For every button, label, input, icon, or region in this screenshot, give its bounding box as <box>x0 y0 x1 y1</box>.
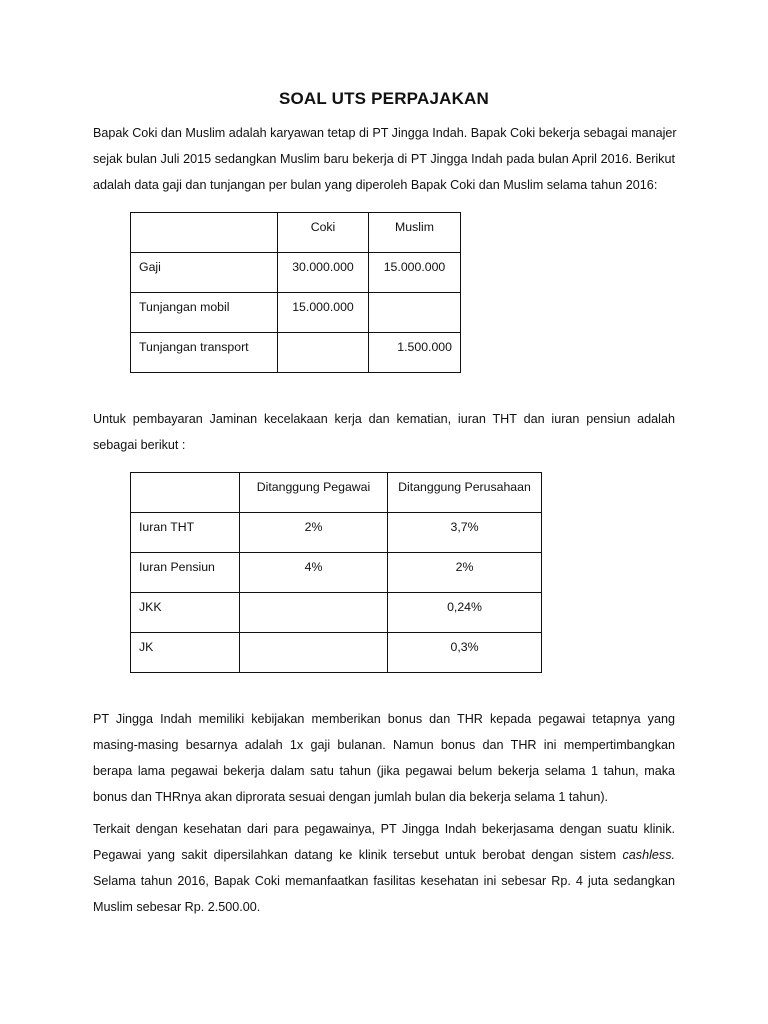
paragraph-line: PT Jingga Indah memiliki kebijakan memberikan bonus dan THR kepada pegawai tetapnya yang <box>93 712 675 726</box>
table-cell: 1.500.000 <box>369 333 461 373</box>
intro-line: adalah data gaji dan tunjangan per bulan yang diperoleh Bapak Coki dan Muslim selama tahun 2016: <box>93 178 658 192</box>
paragraph-line: bonus dan THRnya akan diprorata sesuai dengan jumlah bulan dia bekerja selama 1 tahun). <box>93 790 609 804</box>
salary-table <box>130 212 461 373</box>
row-label: Iuran Pensiun <box>131 553 240 593</box>
intro-line: sejak bulan Juli 2015 sedangkan Muslim baru bekerja di PT Jingga Indah pada bulan April 2016. Berikut <box>93 152 675 166</box>
table-cell <box>131 213 278 253</box>
table-cell: 30.000.000 <box>278 253 369 293</box>
table-row <box>131 593 542 633</box>
row-label: JK <box>131 633 240 673</box>
intro-paragraph <box>93 120 675 198</box>
table-cell <box>278 333 369 373</box>
row-label: Tunjangan mobil <box>131 293 278 333</box>
table-row <box>131 293 461 333</box>
table-cell: 0,3% <box>388 633 542 673</box>
row-label: Iuran THT <box>131 513 240 553</box>
row-label: Tunjangan transport <box>131 333 278 373</box>
table-row <box>131 513 542 553</box>
table-cell: 2% <box>240 513 388 553</box>
column-header-muslim: Muslim <box>369 213 461 253</box>
contribution-intro-paragraph <box>93 406 675 458</box>
italic-term: cashless. <box>622 848 675 862</box>
table-cell: 3,7% <box>388 513 542 553</box>
table-header-row <box>131 213 461 253</box>
table-cell <box>240 633 388 673</box>
table-row <box>131 253 461 293</box>
paragraph-line: berapa lama pegawai bekerja dalam satu tahun (jika pegawai belum bekerja selama 1 tahun, maka <box>93 764 675 778</box>
paragraph-line: Selama tahun 2016, Bapak Coki memanfaatkan fasilitas kesehatan ini sebesar Rp. 4 juta sedangkan <box>93 874 675 888</box>
intro-line: Bapak Coki dan Muslim adalah karyawan tetap di PT Jingga Indah. Bapak Coki bekerja sebagai manajer <box>93 126 677 140</box>
paragraph-line: masing-masing besarnya adalah 1x gaji bulanan. Namun bonus dan THR ini mempertimbangkan <box>93 738 675 752</box>
contribution-table <box>130 472 542 673</box>
paragraph-line: Terkait dengan kesehatan dari para pegawainya, PT Jingga Indah bekerjasama dengan suatu klinik. <box>93 822 675 836</box>
table-row <box>131 553 542 593</box>
row-label: JKK <box>131 593 240 633</box>
paragraph-line: Muslim sebesar Rp. 2.500.00. <box>93 900 261 914</box>
table-row <box>131 333 461 373</box>
paragraph-text: Pegawai yang sakit dipersilahkan datang ke klinik tersebut untuk berobat dengan sistem <box>93 848 623 862</box>
paragraph-line: Untuk pembayaran Jaminan kecelakaan kerja dan kematian, iuran THT dan iuran pensiun adalah <box>93 412 675 426</box>
table-cell <box>240 593 388 633</box>
table-cell: 0,24% <box>388 593 542 633</box>
table-header-row <box>131 473 542 513</box>
page-title: SOAL UTS PERPAJAKAN <box>278 89 490 108</box>
column-header-company: Ditanggung Perusahaan <box>388 473 542 513</box>
table-cell: 4% <box>240 553 388 593</box>
paragraph-line: sebagai berikut : <box>93 438 186 452</box>
column-header-employee: Ditanggung Pegawai <box>240 473 388 513</box>
column-header-coki: Coki <box>278 213 369 253</box>
bonus-paragraph <box>93 706 675 810</box>
health-paragraph <box>93 816 675 920</box>
table-cell: 15.000.000 <box>278 293 369 333</box>
table-cell: 15.000.000 <box>369 253 461 293</box>
table-cell <box>369 293 461 333</box>
table-cell <box>131 473 240 513</box>
table-cell: 2% <box>388 553 542 593</box>
row-label: Gaji <box>131 253 278 293</box>
table-row <box>131 633 542 673</box>
paragraph-line <box>93 842 675 868</box>
